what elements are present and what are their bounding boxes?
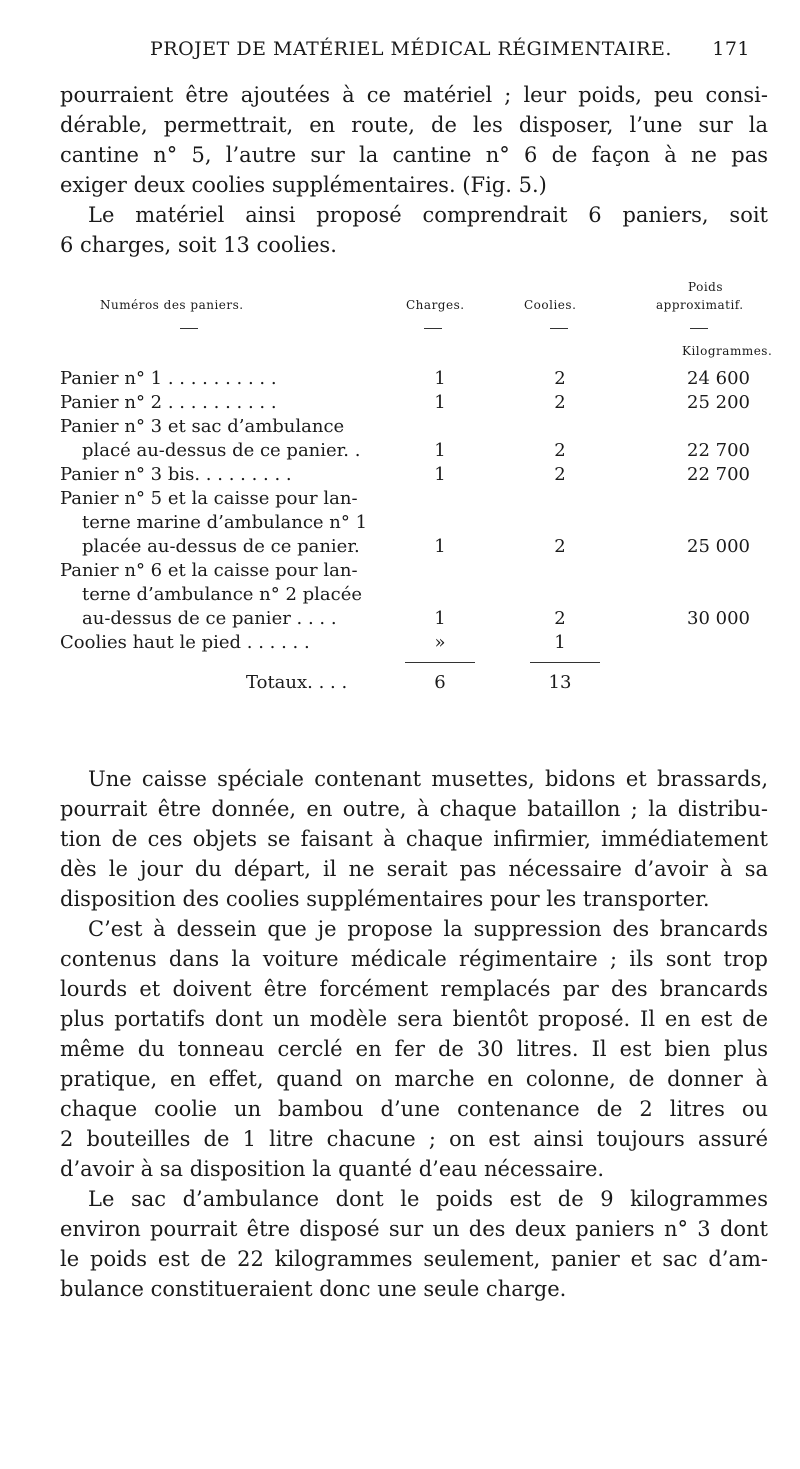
cell-poids: 30 000: [687, 608, 750, 629]
header-coolies: Coolies.: [524, 298, 577, 312]
text-line: bulance constitueraient donc une seule charge.: [60, 1277, 567, 1301]
text-line: même du tonneau cerclé en fer de 30 litres. Il est bien plus: [60, 1037, 768, 1061]
row-label-cont: terne d’ambulance n° 2 placée: [82, 584, 363, 605]
totals-label: Totaux. . . .: [246, 672, 348, 693]
cell-poids: 25 000: [687, 536, 750, 557]
total-rule: [405, 662, 475, 663]
total-coolies: 13: [548, 672, 572, 693]
row-label: Panier n° 5 et la caisse pour lan-: [60, 488, 358, 509]
cell-coolies: 1: [554, 632, 566, 653]
cell-coolies: 2: [554, 608, 566, 629]
row-label-cont: placée au-dessus de ce panier.: [82, 536, 360, 557]
table-row: [60, 608, 770, 632]
text-line: 6 charges, soit 13 coolies.: [60, 233, 337, 257]
cell-charges: 1: [434, 536, 446, 557]
table-row: [60, 512, 770, 536]
text-line: pratique, en effet, quand on marche en colonne, de donner à: [60, 1067, 768, 1091]
total-rule: [530, 662, 600, 663]
text-line: 2 bouteilles de 1 litre chacune ; on est ainsi toujours assuré: [60, 1127, 768, 1151]
text-line: exiger deux coolies supplémentaires. (Fig. 5.): [60, 173, 547, 197]
body-paragraph-1: [60, 764, 768, 914]
body-paragraph-2: [60, 914, 768, 1184]
text-line: disposition des coolies supplémentaires pour les transporter.: [60, 887, 710, 911]
text-line: Le sac d’ambulance dont le poids est de 9 kilogrammes: [88, 1187, 768, 1211]
cell-coolies: 2: [554, 536, 566, 557]
row-label: Coolies haut le pied . . . . . .: [60, 632, 310, 653]
text-line: cantine n° 5, l’autre sur la cantine n° 6 de façon à ne pas: [60, 143, 768, 167]
running-title: PROJET DE MATÉRIEL MÉDICAL RÉGIMENTAIRE.: [150, 38, 672, 60]
header-paniers: Numéros des paniers.: [100, 298, 244, 312]
text-line: C’est à dessein que je propose la suppression des brancards: [88, 917, 768, 941]
header-dash: [690, 328, 708, 329]
row-label-cont: au-dessus de ce panier . . . .: [82, 608, 337, 629]
charges-table: [60, 270, 773, 740]
table-row: [60, 440, 770, 464]
cell-charges: 1: [434, 368, 446, 389]
header-charges: Charges.: [406, 298, 465, 312]
table-row: [60, 368, 770, 392]
cell-coolies: 2: [554, 440, 566, 461]
table-row: [60, 464, 770, 488]
text-line: Le matériel ainsi proposé comprendrait 6 paniers, soit: [88, 203, 768, 227]
table-row: [60, 584, 770, 608]
cell-coolies: 2: [554, 368, 566, 389]
cell-charges: 1: [434, 608, 446, 629]
text-line: d’avoir à sa disposition la quanté d’eau nécessaire.: [60, 1157, 605, 1181]
unit-label: Kilogrammes.: [682, 344, 773, 358]
table-row: [60, 416, 770, 440]
cell-poids: 24 600: [687, 368, 750, 389]
header-dash: [424, 328, 442, 329]
header-dash: [550, 328, 568, 329]
row-label: Panier n° 3 et sac d’ambulance: [60, 416, 345, 437]
table-row: [60, 560, 770, 584]
cell-coolies: 2: [554, 392, 566, 413]
cell-poids: 22 700: [687, 440, 750, 461]
text-line: dérable, permettrait, en route, de les disposer, l’une sur la: [60, 113, 768, 137]
header-dash: [180, 328, 198, 329]
intro-paragraph: [60, 80, 768, 260]
cell-poids: 22 700: [687, 464, 750, 485]
table-row: [60, 488, 770, 512]
row-label: Panier n° 1 . . . . . . . . . .: [60, 368, 277, 389]
row-label: Panier n° 3 bis. . . . . . . . .: [60, 464, 292, 485]
text-line: dès le jour du départ, il ne serait pas nécessaire d’avoir à sa: [60, 857, 768, 881]
header-poids: Poids: [688, 280, 723, 294]
cell-charges: 1: [434, 392, 446, 413]
text-line: plus portatifs dont un modèle sera bientôt proposé. Il en est de: [60, 1007, 768, 1031]
text-line: contenus dans la voiture médicale régimentaire ; ils sont trop: [60, 947, 768, 971]
row-label-cont: placé au-dessus de ce panier. .: [82, 440, 361, 461]
row-label: Panier n° 2 . . . . . . . . . .: [60, 392, 277, 413]
body-paragraph-3: [60, 1184, 768, 1304]
cell-charges: »: [434, 632, 446, 653]
table-row: [60, 536, 770, 560]
table-row: [60, 632, 770, 656]
header-poids-approx: approximatif.: [656, 298, 744, 312]
text-line: Une caisse spéciale contenant musettes, bidons et brassards,: [88, 767, 768, 791]
text-line: tion de ces objets se faisant à chaque infirmier, immédiatement: [60, 827, 768, 851]
row-label: Panier n° 6 et la caisse pour lan-: [60, 560, 358, 581]
text-line: le poids est de 22 kilogrammes seulement, panier et sac d’am-: [60, 1247, 768, 1271]
running-head: [60, 30, 760, 60]
page-number: 171: [712, 38, 750, 60]
row-label-cont: terne marine d’ambulance n° 1: [82, 512, 368, 533]
text-line: pourraient être ajoutées à ce matériel ; leur poids, peu consi-: [60, 83, 768, 107]
cell-poids: 25 200: [687, 392, 750, 413]
cell-charges: 1: [434, 464, 446, 485]
text-line: environ pourrait être disposé sur un des deux paniers n° 3 dont: [60, 1217, 768, 1241]
totals-row: [60, 672, 770, 696]
table-row: [60, 392, 770, 416]
text-line: lourds et doivent être forcément remplacés par des brancards: [60, 977, 768, 1001]
total-charges: 6: [434, 672, 446, 693]
cell-charges: 1: [434, 440, 446, 461]
cell-coolies: 2: [554, 464, 566, 485]
text-line: chaque coolie un bambou d’une contenance de 2 litres ou: [60, 1097, 768, 1121]
text-line: pourrait être donnée, en outre, à chaque bataillon ; la distribu-: [60, 797, 768, 821]
